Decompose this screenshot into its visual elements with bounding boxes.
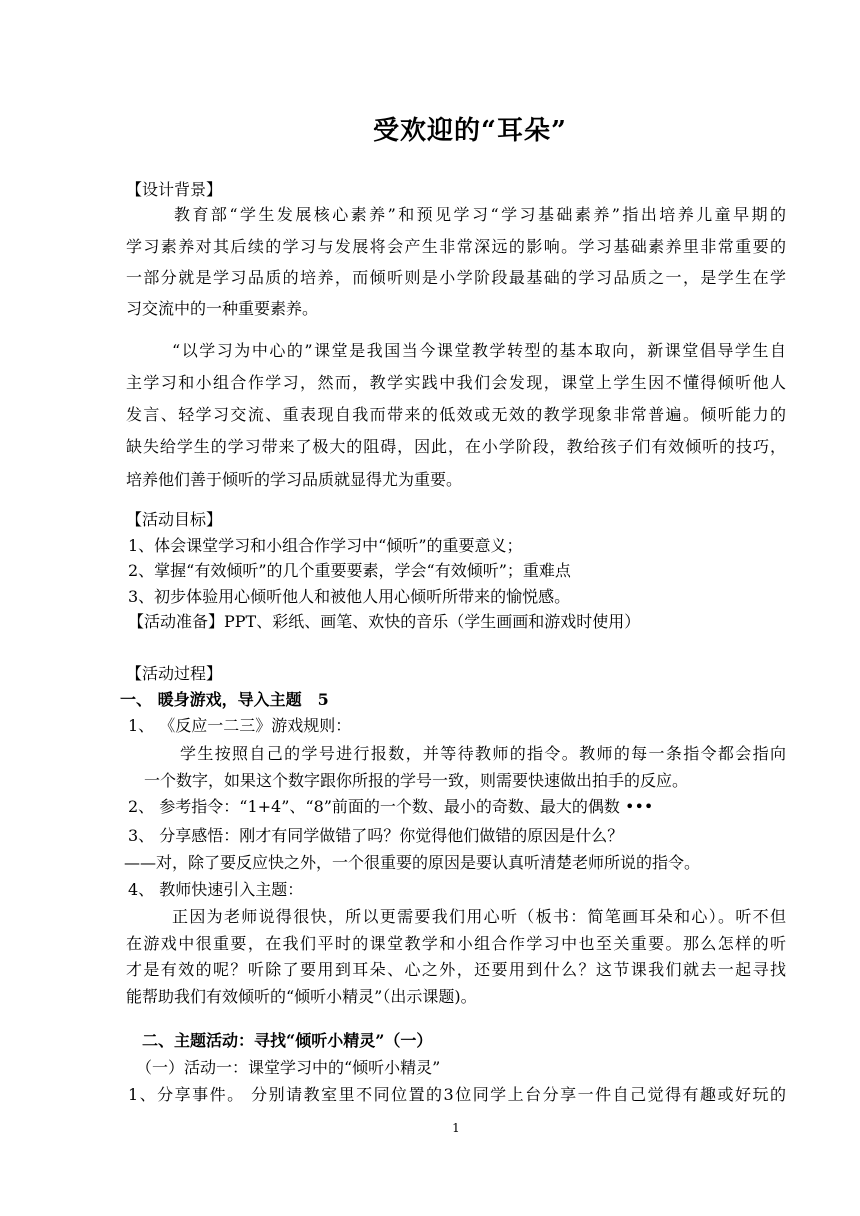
design-background-heading: 【设计背景】 bbox=[126, 180, 223, 199]
list-item: 1、 《反应一二三》游戏规则： bbox=[128, 716, 352, 735]
section-1-heading: 一、 暖身游戏，导入主题 5 bbox=[120, 690, 329, 709]
paragraph-line: 主学习和小组合作学习，然而，教学实践中我们会发现，课堂上学生因不懂得倾听他人 bbox=[126, 373, 786, 392]
list-item: 1、分享事件。 分别请教室里不同位置的3位同学上台分享一件自己觉得有趣或好玩的 bbox=[128, 1085, 786, 1104]
activity-1-heading: （一）活动一：课堂学习中的“倾听小精灵” bbox=[136, 1058, 441, 1077]
paragraph-line: ——对，除了要反应快之外，一个很重要的原因是要认真听清楚老师所说的指令。 bbox=[124, 853, 701, 872]
paragraph-line: 缺失给学生的学习带来了极大的阻碍，因此，在小学阶段，教给孩子们有效倾听的技巧， bbox=[126, 437, 786, 456]
paragraph-line: 正因为老师说得很快，所以更需要我们用心听（板书：简笔画耳朵和心）。听不但 bbox=[172, 907, 786, 926]
list-item: 2、 参考指令：“1+4”、“8”前面的一个数、最小的奇数、最大的偶数 ••• bbox=[128, 797, 654, 816]
list-item: 4、 教师快速引入主题： bbox=[128, 880, 304, 899]
paragraph-line: 习交流中的一种重要素养。 bbox=[126, 299, 319, 318]
document-title: 受欢迎的“耳朵” bbox=[373, 116, 567, 146]
paragraph-line: 培养他们善于倾听的学习品质就显得尤为重要。 bbox=[126, 470, 463, 489]
list-item: 3、 分享感悟：刚才有同学做错了吗？你觉得他们做错的原因是什么？ bbox=[128, 826, 624, 845]
paragraph-line: 才是有效的呢？听除了要用到耳朵、心之外，还要用到什么？这节课我们就去一起寻找 bbox=[126, 960, 786, 979]
paragraph-line: 发言、轻学习交流、重表现自我而带来的低效或无效的教学现象非常普遍。倾听能力的 bbox=[126, 405, 786, 424]
section-2-heading: 二、主题活动：寻找“倾听小精灵”（一） bbox=[142, 1031, 433, 1050]
page-number: 1 bbox=[452, 1121, 460, 1135]
paragraph-line: 教育部“学生发展核心素养”和预见学习“学习基础素养”指出培养儿童早期的 bbox=[174, 205, 786, 224]
goal-item: 2、掌握“有效倾听”的几个重要要素，学会“有效倾听”；重难点 bbox=[128, 561, 571, 580]
paragraph-line: 在游戏中很重要，在我们平时的课堂教学和小组合作学习中也至关重要。那么怎样的听 bbox=[126, 934, 786, 953]
activity-process-heading: 【活动过程】 bbox=[126, 664, 223, 683]
goal-item: 1、体会课堂学习和小组合作学习中“倾听”的重要意义； bbox=[128, 536, 523, 555]
paragraph-line: 学习素养对其后续的学习与发展将会产生非常深远的影响。学习基础素养里非常重要的 bbox=[126, 237, 786, 256]
paragraph-line: 一部分就是学习品质的培养，而倾听则是小学阶段最基础的学习品质之一，是学生在学 bbox=[126, 268, 786, 287]
activity-goals-heading: 【活动目标】 bbox=[126, 510, 223, 529]
paragraph-line: 一个数字，如果这个数字跟你所报的学号一致，则需要快速做出拍手的反应。 bbox=[144, 771, 689, 790]
paragraph-line: 学生按照自己的学号进行报数，并等待教师的指令。教师的每一条指令都会指向 bbox=[180, 744, 786, 763]
goal-item: 3、初步体验用心倾听他人和被他人用心倾听所带来的愉悦感。 bbox=[128, 587, 571, 606]
paragraph-line: “以学习为中心的”课堂是我国当今课堂教学转型的基本取向，新课堂倡导学生自 bbox=[172, 341, 786, 360]
paragraph-line: 能帮助我们有效倾听的“倾听小精灵”（出示课题)。 bbox=[126, 987, 477, 1006]
activity-prep: 【活动准备】PPT、彩纸、画笔、欢快的音乐（学生画画和游戏时使用） bbox=[128, 612, 641, 631]
